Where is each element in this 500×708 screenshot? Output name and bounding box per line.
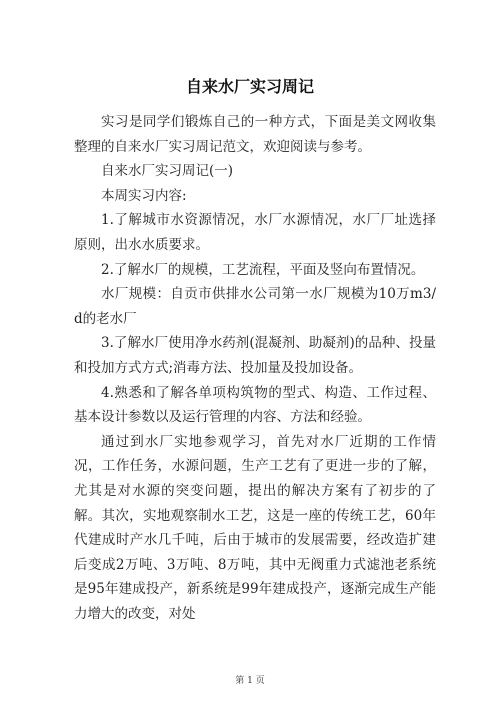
paragraph-content-label: 本周实习内容: [101, 187, 187, 204]
paragraph-item-2: 2.了解水厂的规模，工艺流程，平面及竖向布置情况。 [101, 261, 425, 278]
paragraph-intro: 实习是同学们锻炼自己的一种方式，下面是美文网收集整理的自来水厂实习周记范文，欢迎阅读与参考。 [74, 114, 436, 155]
paragraph-plant-scale: 水厂规模：自贡市供排水公司第一水厂规模为10万m3/d的老水厂 [74, 286, 436, 327]
document-title: 自来水厂实习周记 [185, 77, 314, 96]
paragraph-week-heading: 自来水厂实习周记(一) [101, 163, 234, 180]
paragraph-item-3: 3.了解水厂使用净水药剂(混凝剂、助凝剂)的品种、投量和投加方式方式;消毒方法、投加量及投加设备。 [74, 335, 436, 376]
paragraph-item-4: 4.熟悉和了解各单项构筑物的型式、构造、工作过程、基本设计参数以及运行管理的内容、方法和经验。 [74, 384, 436, 426]
page-number: 第 1 页 [235, 676, 265, 686]
document-body [74, 110, 436, 626]
paragraph-item-1: 1.了解城市水资源情况，水厂水源情况，水厂厂址选择原则，出水水质要求。 [74, 212, 436, 253]
paragraph-summary: 通过到水厂实地参观学习，首先对水厂近期的工作情况，工作任务，水源问题，生产工艺有了更进一步的了解，尤其是对水源的突变问题，提出的解决方案有了初步的了解。其次，实地观察制水工艺，这是一座的传统工艺，60年代建成时产水几千吨，后由于城市的发展需要，经改造扩建后变成2万吨、3万吨、8万吨，其中无阀重力式滤池老系统是95年建成投产，新系统是99年建成投产，逐渐完成生产能力增大的改变，对处 [74, 433, 436, 622]
